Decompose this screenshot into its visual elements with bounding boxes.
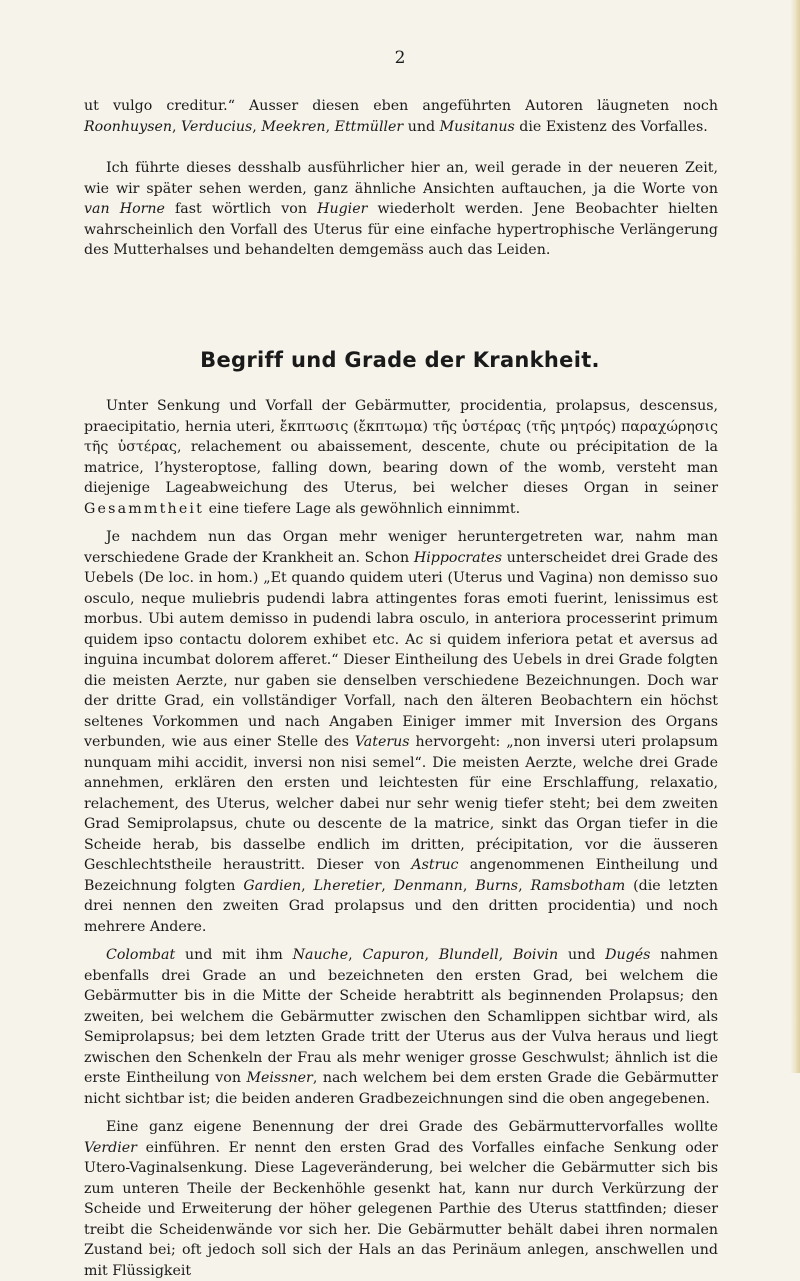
author-name: Hugier bbox=[317, 201, 368, 217]
author-name: Ettmüller bbox=[334, 118, 404, 135]
author-name: Boivin bbox=[512, 947, 559, 963]
author-name: Lheretier bbox=[313, 877, 382, 894]
author-name: Hippocrates bbox=[413, 549, 503, 566]
author-name: Burns bbox=[475, 877, 519, 894]
author-name: Blundell bbox=[438, 947, 499, 963]
author-name: Nauche bbox=[292, 947, 349, 963]
page-edge-shadow bbox=[790, 0, 800, 1073]
text-block-main bbox=[84, 396, 718, 1281]
paragraph-continuation: ut vulgo creditur.“ Ausser diesen eben angeführten Autoren läugneten noch Roonhuysen, Verducius, Meekren, Ettmüller und Musitanus die Existenz des Vorfalles. bbox=[84, 98, 718, 135]
paragraph: Eine ganz eigene Benennung der drei Grade des Gebärmuttervorfalles wollte Verdier einführen. Er nennt den ersten Grad des Vorfalles einfache Senkung oder Utero-Vaginalsenkung. Diese Lageveränderung, bei welcher die Gebärmutter sich bis zum unteren Theile der Beckenhöhle gesenkt hat, kann nur durch Verkürzung der Scheide und Erweiterung der höher gelegenen Parthie des Uterus stattfinden; dieser treibt die Scheidenwände vor sich her. Die Gebärmutter behält dabei ihren normalen Zustand bei; oft jedoch soll sich der Hals an das Perinäum anlegen, anschwellen und mit Flüssigkeit bbox=[84, 1119, 718, 1279]
author-name: Dugés bbox=[605, 947, 651, 963]
author-name: Capuron bbox=[362, 947, 425, 963]
author-name: Gardien bbox=[243, 877, 302, 894]
paragraph: Colombat und mit ihm Nauche, Capuron, Blundell, Boivin und Dugés nahmen ebenfalls drei Grade an und bezeichneten den ersten Grad, bei welchem die Gebärmutter bis in die Mitte der Scheide herabtritt als beginnenden Prolapsus; den zweiten, bei welchem die Gebärmutter zwischen den Schamlippen sichtbar wird, als Semiprolapsus; bei dem letzten Grade tritt der Uterus aus der Vulva heraus und liegt zwischen den Schenkeln der Frau als mehr weniger grosse Geschwulst; ähnlich ist die erste Eintheilung von Meissner, nach welchem bei dem ersten Grade die Gebärmutter nicht sichtbar ist; die beiden anderen Gradbezeichnungen sind die oben angegebenen. bbox=[84, 947, 718, 1107]
spaced-emphasis: Gesammtheit bbox=[84, 500, 205, 517]
author-name: Meekren bbox=[261, 118, 326, 135]
text-block-top bbox=[84, 96, 718, 137]
author-name: Musitanus bbox=[439, 118, 515, 135]
author-name: Verducius bbox=[181, 118, 253, 135]
author-name: Ramsbotham bbox=[530, 877, 626, 894]
author-name: Meissner bbox=[246, 1070, 313, 1086]
paragraph: Ich führte dieses desshalb ausführlicher hier an, weil gerade in der neueren Zeit, wie wir später sehen werden, ganz ähnliche Ansichten auftauchen, ja die Worte von van Horne fast wörtlich von Hugier wiederholt werden. Jene Beobachter hielten wahrscheinlich den Vorfall des Uterus für eine einfache hypertrophische Verlängerung des Mutterhalses und behandelten demgemäss auch das Leiden. bbox=[84, 160, 718, 258]
author-name: Vaterus bbox=[354, 734, 410, 750]
author-name: Astruc bbox=[411, 857, 459, 873]
paragraph: Je nachdem nun das Organ mehr weniger heruntergetreten war, nahm man verschiedene Grade der Krankheit an. Schon Hippocrates unterscheidet drei Grade des Uebels (De loc. in hom.) „Et quando quidem uteri (Uterus und Vagina) non demisso suo osculo, neque muliebris pudendi labra attingentes foras emoti fuerint, lenissimus est morbus. Ubi autem demisso in pudendi labra osculo, in anteriora processerint primum quidem ipso contactu dolorem exhibet etc. Ac si quidem inferiora petat et aversus ad inguina incumbat dolorem afferet.“ Dieser Eintheilung des Uebels in drei Grade folgten die meisten Aerzte, nur gaben sie denselben verschiedene Bezeichnungen. Doch war der dritte Grad, ein vollständiger Vorfall, nach den älteren Beobachtern ein höchst seltenes Vorkommen und nach Angaben Einiger immer mit Inversion des Organs verbunden, wie aus einer Stelle des Vaterus hervorgeht: „non inversi uteri prolapsum nunquam mihi accidit, inversi non nisi semel“. Die meisten Aerzte, welche drei Grade annehmen, erklären den ersten und leichtesten für eine Erschlaffung, relaxatio, relachement, des Uterus, welcher dabei nur sehr wenig tiefer steht; bei dem zweiten Grad Semiprolapsus, chute ou descente de la matrice, sinkt das Organ tiefer in die Scheide herab, bis dasselbe endlich im dritten, précipitation, vor die äusseren Geschlechtstheile heraustritt. Dieser von Astruc angenommenen Eintheilung und Bezeichnung folgten Gardien, Lheretier, Denmann, Burns, Ramsbotham (die letzten drei nennen den zweiten Grad prolapsus und den dritten procidentia) und noch mehrere Andere. bbox=[84, 529, 719, 935]
author-name: van Horne bbox=[84, 201, 165, 217]
page-number: 2 bbox=[394, 48, 406, 68]
section-heading: Begriff und Grade der Krankheit. bbox=[200, 348, 600, 372]
author-name: Colombat bbox=[106, 947, 176, 963]
author-name: Roonhuysen bbox=[84, 118, 173, 135]
paragraph: Unter Senkung und Vorfall der Gebärmutter, procidentia, prolapsus, descensus, praecipitatio, hernia uteri, ἔκπτωσις (ἔκπτωμα) τῆς ὑστέρας (τῆς μητρός) παραχώρησις τῆς ὑστέρας, relachement ou abaissement, descente, chute ou précipitation de la matrice, l’hysteroptose, falling down, bearing down of the womb, versteht man diejenige Lageabweichung des Uterus, bei welcher dieses Organ in seiner Gesammtheit eine tiefere Lage als gewöhnlich einnimmt. bbox=[84, 398, 718, 517]
text-block-intro bbox=[84, 158, 718, 261]
author-name: Verdier bbox=[84, 1139, 137, 1156]
author-name: Denmann bbox=[393, 877, 463, 894]
